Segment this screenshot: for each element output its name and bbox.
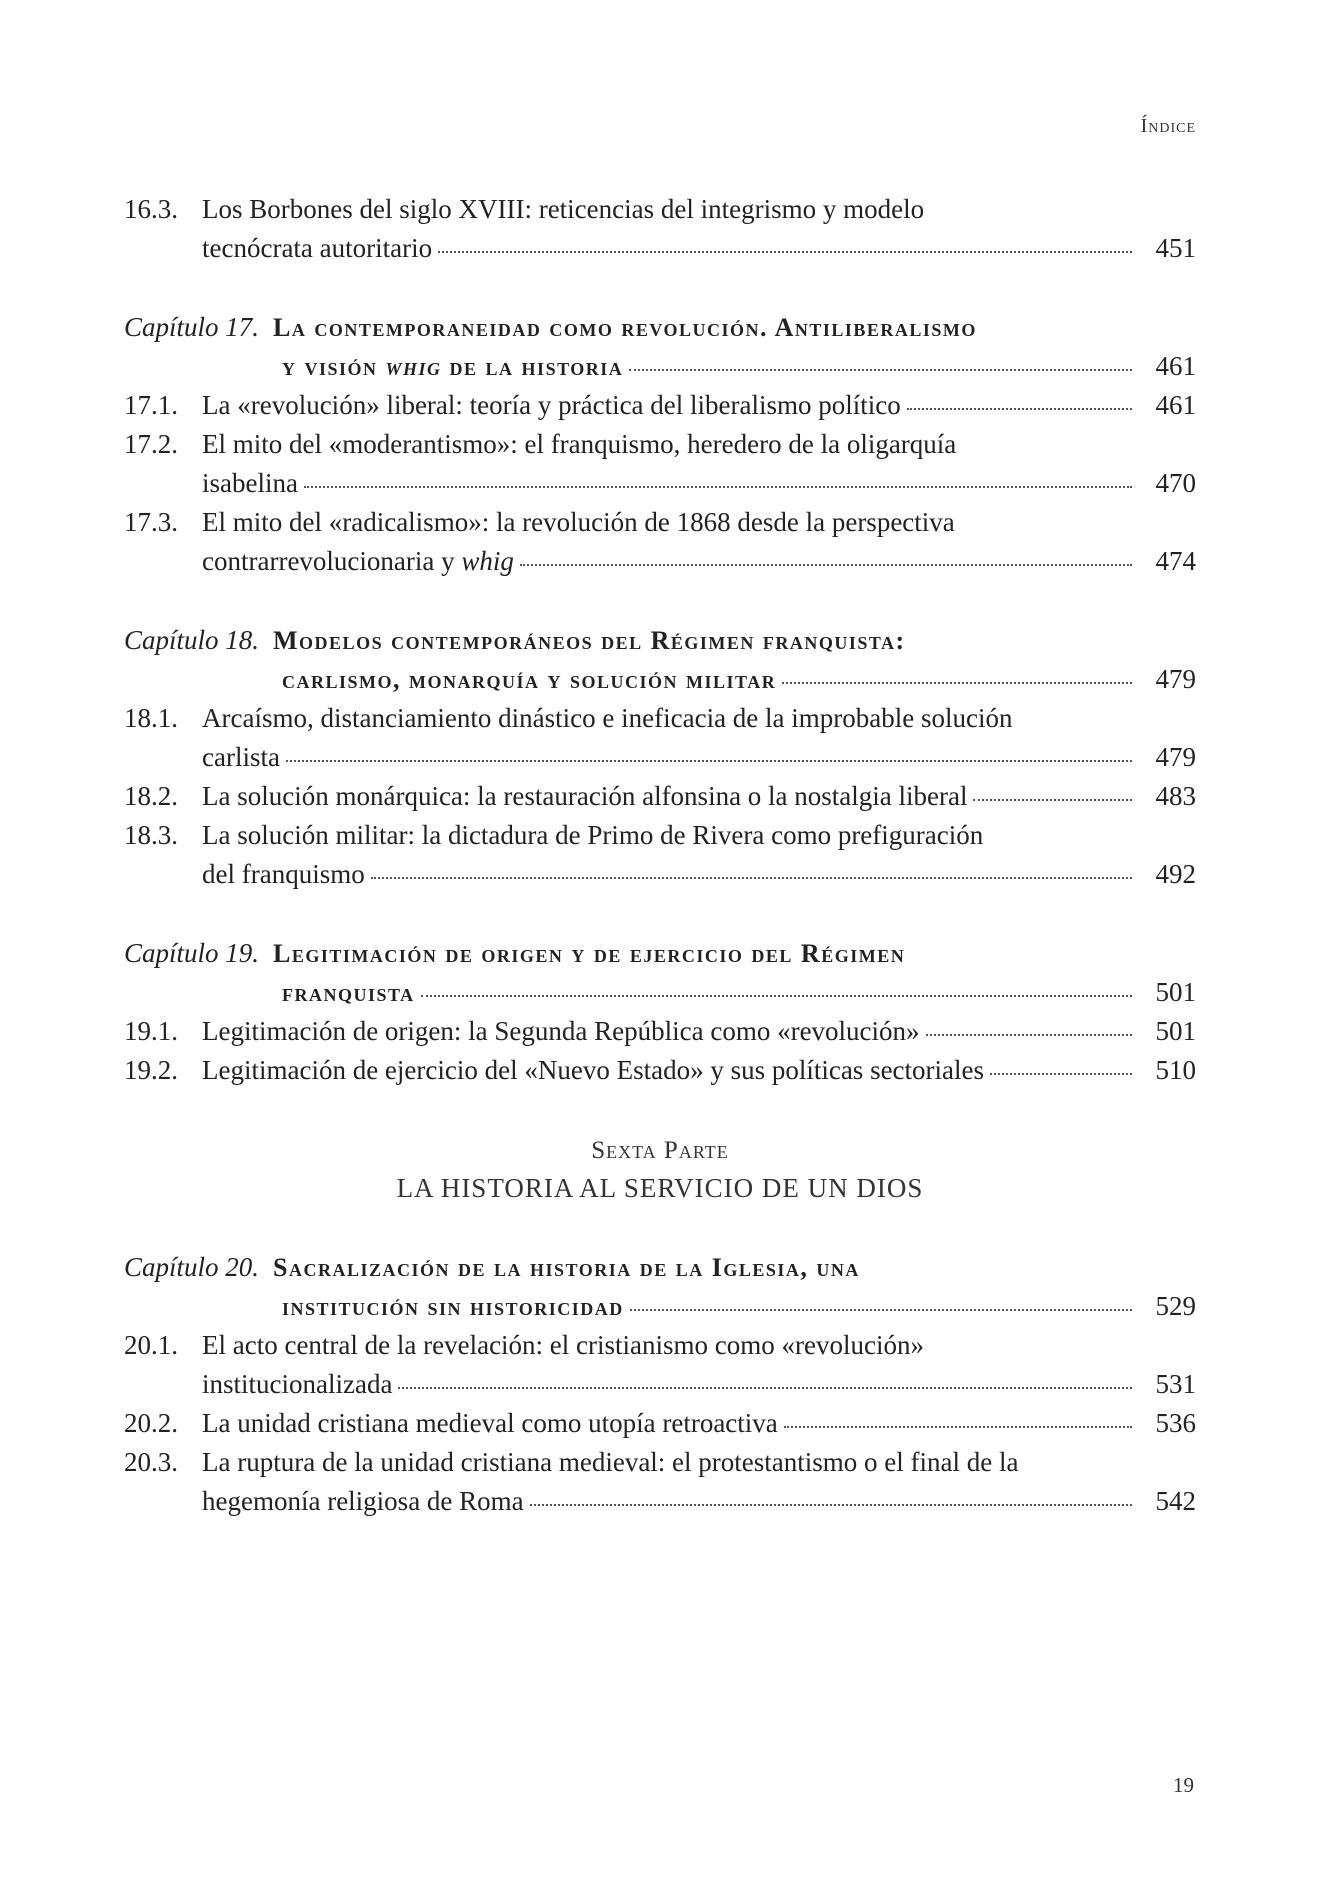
section-title-line1: Los Borbones del siglo XVIII: reticencias del integrismo y modelo (202, 194, 925, 224)
page-ref: 461 (1155, 390, 1196, 420)
dot-leader (973, 797, 1132, 801)
toc-entry-18-1[interactable] (124, 699, 1196, 738)
toc-entry-20-1[interactable] (124, 1326, 1196, 1365)
toc-chapter-19-cont[interactable] (124, 973, 1196, 1012)
chapter-label: Capítulo 19. (124, 938, 260, 968)
section-number: 20.2. (124, 1408, 178, 1438)
toc-chapter-20-cont[interactable] (124, 1287, 1196, 1326)
toc-entry-18-1-cont[interactable] (124, 738, 1196, 777)
page-ref: 479 (1155, 742, 1196, 772)
toc-entry-17-3[interactable] (124, 503, 1196, 542)
chapter-label: Capítulo 20. (124, 1252, 260, 1282)
toc-chapter-18-cont[interactable] (124, 660, 1196, 699)
dot-leader (421, 993, 1132, 997)
page-number: 19 (1173, 1773, 1194, 1797)
toc-entry-17-2-cont[interactable] (124, 464, 1196, 503)
section-title-line2: institucionalizada (202, 1369, 393, 1399)
toc-entry-20-3-cont[interactable] (124, 1482, 1196, 1521)
section-title-line2: tecnócrata autoritario (202, 233, 433, 263)
toc-chapter-18[interactable] (124, 621, 1196, 660)
page-ref: 510 (1155, 1055, 1196, 1085)
section-number: 20.1. (124, 1330, 178, 1360)
section-title-line2: isabelina (202, 468, 298, 498)
chapter-title-line2: institución sin historicidad (282, 1292, 624, 1321)
section-title: Legitimación de origen: la Segunda República como «revolución» (202, 1016, 920, 1046)
page-ref: 451 (1155, 233, 1196, 263)
dot-leader (286, 758, 1132, 762)
toc-entry-17-3-cont[interactable] (124, 542, 1196, 581)
toc-entry-19-1[interactable] (124, 1012, 1196, 1051)
section-title: La unidad cristiana medieval como utopía retroactiva (202, 1408, 778, 1438)
page-ref: 470 (1155, 468, 1196, 498)
dot-leader (520, 562, 1132, 566)
dot-leader (926, 1032, 1132, 1036)
toc-chapter-20[interactable] (124, 1248, 1196, 1287)
page-ref: 474 (1155, 546, 1196, 576)
dot-leader (630, 1307, 1132, 1311)
section-title-line1: La ruptura de la unidad cristiana medieval: el protestantismo o el final de la (202, 1447, 1019, 1477)
toc-entry-17-2[interactable] (124, 425, 1196, 464)
chapter-title-line1: Modelos contemporáneos del Régimen franquista: (273, 626, 906, 655)
toc-entry-20-3[interactable] (124, 1443, 1196, 1482)
dot-leader (784, 1424, 1132, 1428)
toc-chapter-17-cont[interactable] (124, 347, 1196, 386)
toc-entry-20-2[interactable] (124, 1404, 1196, 1443)
dot-leader (438, 249, 1132, 253)
section-title: La «revolución» liberal: teoría y práctica del liberalismo político (202, 390, 901, 420)
section-number: 16.3. (124, 194, 178, 224)
chapter-title-line1: La contemporaneidad como revolución. Antiliberalismo (273, 313, 977, 342)
dot-leader (629, 367, 1132, 371)
page-ref: 542 (1155, 1486, 1196, 1516)
toc-entry-18-2[interactable] (124, 777, 1196, 816)
section-number: 18.2. (124, 781, 178, 811)
toc-entry-20-1-cont[interactable] (124, 1365, 1196, 1404)
page-ref: 531 (1155, 1369, 1196, 1399)
dot-leader (398, 1385, 1132, 1389)
chapter-title-line2: franquista (282, 978, 415, 1007)
section-title: La solución monárquica: la restauración alfonsina o la nostalgia liberal (202, 781, 968, 811)
dot-leader (530, 1502, 1132, 1506)
dot-leader (304, 484, 1132, 488)
page-ref: 536 (1155, 1408, 1196, 1438)
chapter-title-line1: Legitimación de origen y de ejercicio del Régimen (273, 939, 906, 968)
section-number: 17.2. (124, 429, 178, 459)
toc-entry-16-3-cont[interactable] (124, 229, 1196, 268)
chapter-label: Capítulo 17. (124, 312, 260, 342)
page-ref: 501 (1155, 1016, 1196, 1046)
toc-entry-16-3[interactable] (124, 190, 1196, 229)
dot-leader (990, 1071, 1132, 1075)
section-number: 19.1. (124, 1016, 178, 1046)
chapter-title-line1: Sacralización de la historia de la Iglesia, una (273, 1253, 860, 1282)
dot-leader (907, 406, 1132, 410)
section-number: 17.1. (124, 390, 178, 420)
page-ref: 461 (1155, 351, 1196, 381)
toc-entry-18-3[interactable] (124, 816, 1196, 855)
section-title-line1: La solución militar: la dictadura de Primo de Rivera como prefiguración (202, 820, 984, 850)
section-title-line2: del franquismo (202, 859, 365, 889)
section-title: Legitimación de ejercicio del «Nuevo Estado» y sus políticas sectoriales (202, 1055, 985, 1085)
section-title-line2: carlista (202, 742, 280, 772)
section-number: 18.3. (124, 820, 178, 850)
section-number: 17.3. (124, 507, 178, 537)
section-number: 18.1. (124, 703, 178, 733)
section-number: 20.3. (124, 1447, 178, 1477)
section-title-line1: El mito del «moderantismo»: el franquismo, heredero de la oligarquía (202, 429, 957, 459)
chapter-title-line2: y visión whig de la historia (282, 352, 624, 381)
page-ref: 492 (1155, 859, 1196, 889)
table-of-contents (124, 190, 1196, 1521)
page-ref: 529 (1155, 1291, 1196, 1321)
running-head: Índice (1140, 115, 1196, 137)
chapter-label: Capítulo 18. (124, 625, 260, 655)
chapter-title-line2: carlismo, monarquía y solución militar (282, 665, 777, 694)
section-title-line2: contrarrevolucionaria y whig (202, 546, 514, 576)
section-number: 19.2. (124, 1055, 178, 1085)
toc-chapter-17[interactable] (124, 308, 1196, 347)
part-title: LA HISTORIA AL SERVICIO DE UN DIOS (396, 1173, 924, 1203)
part-heading: Sexta Parte (591, 1137, 729, 1164)
toc-entry-19-2[interactable] (124, 1051, 1196, 1090)
dot-leader (782, 680, 1132, 684)
dot-leader (371, 875, 1132, 879)
page-ref: 501 (1155, 977, 1196, 1007)
toc-entry-17-1[interactable] (124, 386, 1196, 425)
page-ref: 479 (1155, 664, 1196, 694)
toc-entry-18-3-cont[interactable] (124, 855, 1196, 894)
section-title-line1: Arcaísmo, distanciamiento dinástico e ineficacia de la improbable solución (202, 703, 1013, 733)
toc-chapter-19[interactable] (124, 934, 1196, 973)
section-title-line1: El acto central de la revelación: el cristianismo como «revolución» (202, 1330, 924, 1360)
section-title-line1: El mito del «radicalismo»: la revolución de 1868 desde la perspectiva (202, 507, 955, 537)
page-ref: 483 (1155, 781, 1196, 811)
section-title-line2: hegemonía religiosa de Roma (202, 1486, 524, 1516)
